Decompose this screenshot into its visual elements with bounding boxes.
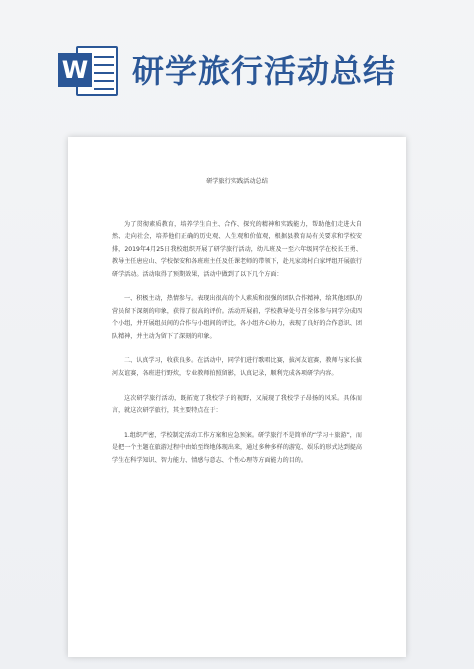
paragraph: 一、积极主动，热情参与。表现出很高的个人素质和很强的团队合作精神，给其他团队的营员留下深刻的印象，获得了很高的评价。活动开展前，学校教导处号召全体参与同学分成四个小组，并开展组员间的合作与小组间的评比，各小组齐心协力，表现了良好的合作意识、团队精神，并主动为留下了深刻的印象。 (112, 295, 362, 340)
paragraph: 二、认真学习，收获良多。在活动中，同学们进行歌唱比赛，拔河友谊赛，教师与家长拔河友谊赛，各班进行野炊，专业教师拍照留影，认真记录，顺利完成各项研学内容。 (112, 357, 362, 377)
word-icon (58, 42, 120, 100)
document-body (112, 219, 362, 467)
document-page (68, 137, 406, 657)
paragraph: 1.组织严密，学校制定活动工作方案和应急预案。研学旅行不是简单的“学习＋旅游”，而是把一个主题在旅游过程中由始至终地体现出来，通过多种多样的游览、娱乐的形式达到提高学生在科学知识、智力能力、情感与意志、个性心理等方面能力的目的。 (112, 431, 362, 464)
paragraph: 为了贯彻素质教育，培养学生自主、合作、探究的精神和实践能力，帮助他们走进大自然、走向社会，培养他们正确的历史观、人生观和价值观，根据县教育局有关要求和学校安排，2019年4月25日我校组织开展了研学旅行活动，幼儿班及一至六年级同学在校长王勇、教导主任唐应山、学校保安和各班班主任及任课老师的带领下，赴凡家湾村白家坪组开展旅行研学活动。活动取得了预期效果，活动中做到了以下几个方面： (112, 221, 362, 278)
header-banner (0, 0, 474, 125)
word-icon-letter: W (58, 53, 92, 87)
document-title: 研学旅行实践活动总结 (206, 178, 268, 185)
banner-title: 研学旅行活动总结 (132, 52, 397, 90)
paragraph: 这次研学旅行活动，既拓宽了我校学子的视野，又展现了我校学子昂扬的风采。具体而言，就这次研学旅行，其主要特点在于： (112, 394, 362, 415)
